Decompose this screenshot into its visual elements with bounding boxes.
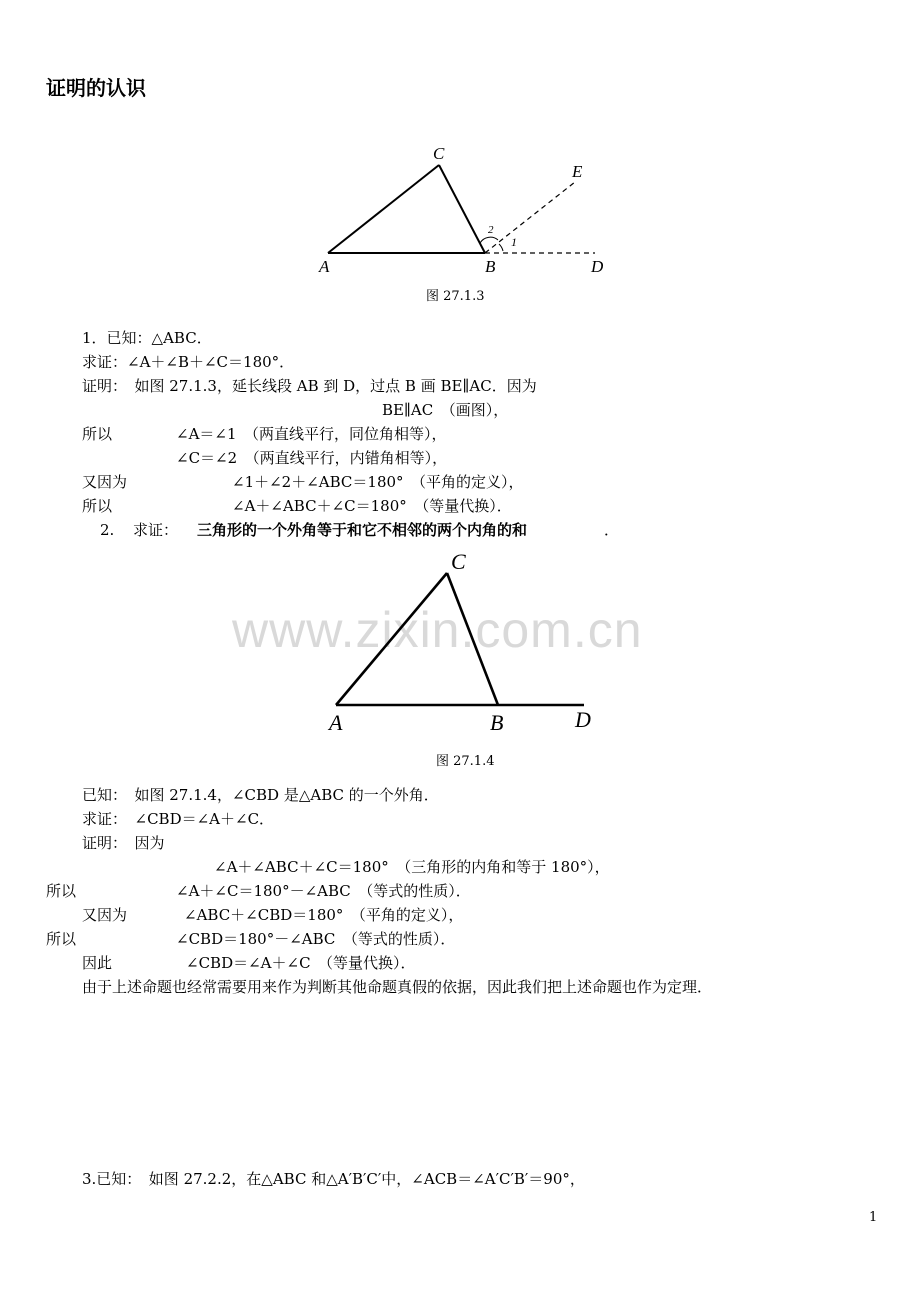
p3-proof-start: 证明： 因为 (82, 834, 165, 852)
label-e: E (572, 162, 583, 181)
p1-prove: 求证：∠A＋∠B＋∠C＝180°． (82, 353, 295, 371)
segment-bc (439, 165, 485, 253)
label-angle-2: 2 (488, 224, 494, 236)
p2-end: ． (604, 521, 620, 539)
label-d: D (575, 707, 591, 732)
p3-proof-line: ∠A＋∠C＝180°－∠ABC （等式的性质）． (176, 882, 471, 900)
p4-given: 3.已知： 如图 27.2.2，在△ABC 和△A′B′C′中，∠ACB＝∠A′C′B′＝90°， (82, 1170, 585, 1188)
p1-proof-line: ∠A＋∠ABC＋∠C＝180° （等量代换）． (232, 497, 512, 515)
p3-hence-label: 因此 (82, 954, 113, 972)
watermark: www.zixin.com.cn (232, 602, 643, 658)
figure-caption-2: 图 27.1.4 (436, 754, 495, 769)
p1-proof-line: 证明： 如图 27.1.3，延长线段 AB 到 D，过点 B 画 BE∥AC．因为 (82, 377, 537, 395)
p3-because-label: 又因为 (82, 906, 128, 924)
label-a: A (319, 257, 330, 276)
label-c: C (433, 144, 445, 163)
p2-label: 求证： (133, 521, 179, 539)
p1-proof-line: ∠C＝∠2 （两直线平行，内错角相等）， (176, 449, 448, 467)
p1-proof-line: BE∥AC （画图）， (382, 401, 509, 419)
p1-because-label: 又因为 (82, 473, 128, 491)
figure-27-1-4 (318, 545, 608, 740)
p3-proof-line: ∠CBD＝∠A＋∠C （等量代换）． (186, 954, 416, 972)
angle-arc-1 (499, 244, 503, 251)
label-a: A (329, 710, 343, 735)
p3-conclusion: 由于上述命题也经常需要用来作为判断其他命题真假的依据，因此我们把上述命题也作为定理． (82, 978, 713, 996)
angle-arc (480, 237, 498, 243)
segment-ac (328, 165, 439, 253)
label-b: B (485, 257, 496, 276)
p3-proof-line: ∠ABC＋∠CBD＝180° （平角的定义）， (184, 906, 464, 924)
p1-so-label: 所以 (82, 425, 113, 443)
label-b: B (490, 710, 504, 735)
p3-so-label: 所以 (46, 930, 77, 948)
figure-27-1-3 (300, 138, 630, 283)
p1-so-label: 所以 (82, 497, 113, 515)
label-angle-1: 1 (511, 235, 517, 249)
dashed-be (485, 182, 575, 253)
page-title: 证明的认识 (46, 76, 146, 100)
p1-proof-line: ∠1＋∠2＋∠ABC＝180° （平角的定义）， (232, 473, 524, 491)
page-number: 1 (869, 1210, 878, 1225)
p3-proof-line: ∠A＋∠ABC＋∠C＝180° （三角形的内角和等于 180°）， (214, 858, 610, 876)
segment-bc (447, 573, 498, 705)
segment-ac (336, 573, 447, 705)
label-c: C (451, 549, 466, 574)
p2-number: 2. (100, 521, 115, 539)
p3-proof-line: ∠CBD＝180°－∠ABC （等式的性质）． (176, 930, 456, 948)
p3-given: 已知： 如图 27.1.4，∠CBD 是△ABC 的一个外角． (82, 786, 439, 804)
label-d: D (591, 257, 604, 276)
figure-caption-1: 图 27.1.3 (426, 289, 485, 304)
p3-so-label: 所以 (46, 882, 77, 900)
p1-given: 1．已知：△ABC． (82, 329, 212, 347)
p2-statement: 三角形的一个外角等于和它不相邻的两个内角的和 (197, 521, 528, 539)
p1-proof-line: ∠A＝∠1 （两直线平行，同位角相等）， (176, 425, 447, 443)
p3-prove: 求证： ∠CBD＝∠A＋∠C． (82, 810, 275, 828)
